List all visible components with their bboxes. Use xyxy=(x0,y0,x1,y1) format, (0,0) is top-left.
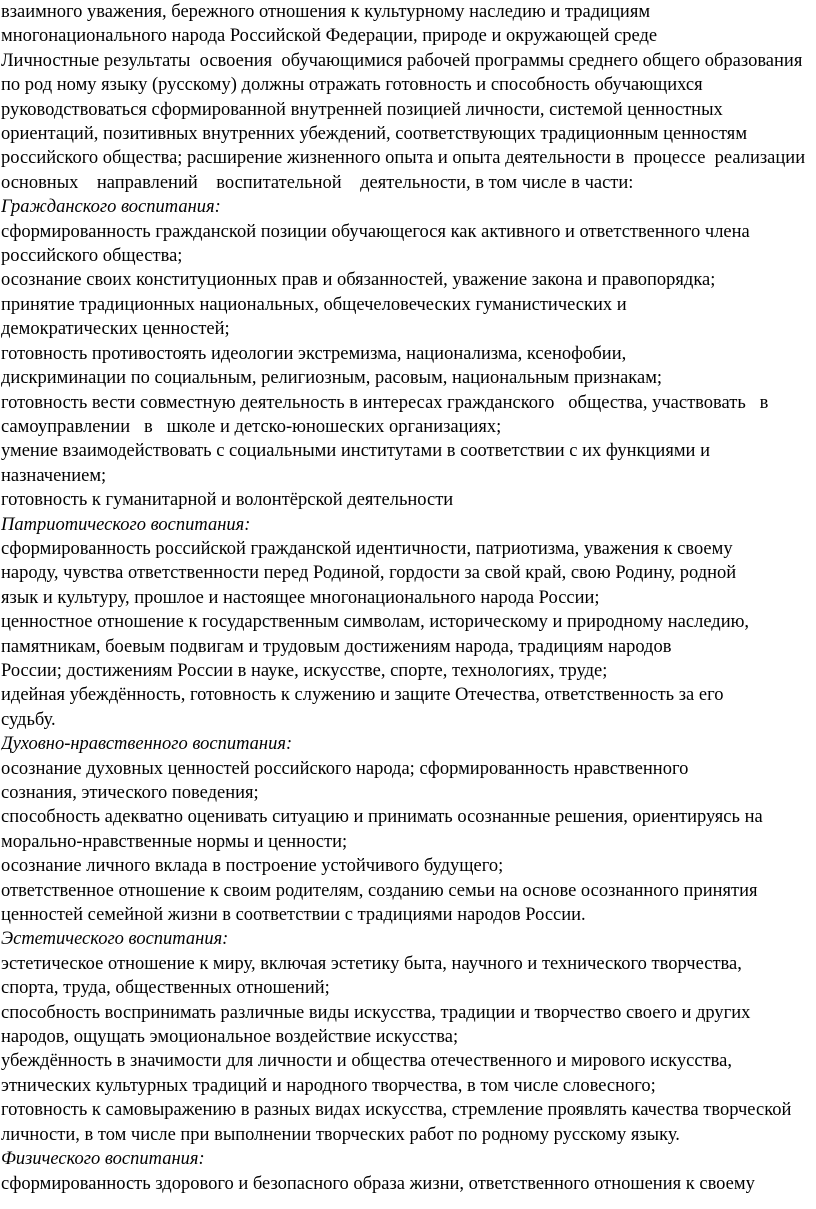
text-line: ценностей семейной жизни в соответствии с традициями народов России. xyxy=(1,905,586,926)
text-line: готовность к гуманитарной и волонтёрской деятельности xyxy=(1,490,454,511)
text-line: ценностное отношение к государственным символам, историческому и природному наследию, xyxy=(1,612,750,633)
text-line: российского общества; расширение жизненного опыта и опыта деятельности в процессе реализации xyxy=(1,148,806,169)
text-line: памятникам, боевым подвигам и трудовым достижениям народа, традициям народов xyxy=(1,636,672,657)
text-line: ориентаций, позитивных внутренних убеждений, соответствующих традиционным ценностям xyxy=(1,124,748,145)
text-line: морально-нравственные нормы и ценности; xyxy=(1,831,348,852)
section-heading-civic: Гражданского воспитания: xyxy=(1,197,221,218)
text-line: эстетическое отношение к миру, включая эстетику быта, научного и технического творчества, xyxy=(1,953,742,974)
text-line: сформированность здорового и безопасного образа жизни, ответственного отношения к своему xyxy=(1,1173,755,1194)
text-line: демократических ценностей; xyxy=(1,319,230,340)
section-heading-spiritual: Духовно-нравственного воспитания: xyxy=(1,734,293,755)
text-line: осознание духовных ценностей российского народа; сформированность нравственного xyxy=(1,758,689,779)
text-line: по род ному языку (русскому) должны отражать готовность и способность обучающихся xyxy=(1,75,703,96)
text-line: принятие традиционных национальных, общечеловеческих гуманистических и xyxy=(1,294,627,315)
text-line: сознания, этического поведения; xyxy=(1,783,259,803)
section-heading-aesthetic: Эстетического воспитания: xyxy=(1,929,229,950)
text-line: руководствоваться сформированной внутренней позицией личности, системой ценностных xyxy=(1,99,723,120)
text-line: российского общества; xyxy=(1,246,183,267)
text-line: сформированность гражданской позиции обучающегося как активного и ответственного члена xyxy=(1,221,750,242)
text-line: народов, ощущать эмоциональное воздействие искусства; xyxy=(1,1027,459,1048)
text-line: назначением; xyxy=(1,465,107,486)
text-line: многонационального народа Российской Федерации, природе и окружающей среде xyxy=(1,26,658,47)
text-line: народу, чувства ответственности перед Родиной, гордости за свой край, свою Родину, родной xyxy=(1,563,737,584)
text-line: способность воспринимать различные виды искусства, традиции и творчество своего и других xyxy=(1,1002,751,1023)
text-line: осознание личного вклада в построение устойчивого будущего; xyxy=(1,856,504,877)
text-line: России; достижениям России в науке, искусстве, спорте, технологиях, труде; xyxy=(1,660,608,681)
text-line: спорта, труда, общественных отношений; xyxy=(1,978,330,999)
text-line: язык и культуру, прошлое и настоящее многонационального народа России; xyxy=(1,587,600,608)
text-line: этнических культурных традиций и народного творчества, в том числе словесного; xyxy=(1,1075,656,1096)
text-line: готовность к самовыражению в разных видах искусства, стремление проявлять качества творческой xyxy=(1,1100,792,1121)
text-line: основных направлений воспитательной деятельности, в том числе в части: xyxy=(1,172,634,193)
text-line: умение взаимодействовать с социальными институтами в соответствии с их функциями и xyxy=(1,441,710,462)
text-line: судьбу. xyxy=(1,709,56,730)
text-line: осознание своих конституционных прав и обязанностей, уважение закона и правопорядка; xyxy=(1,270,716,291)
text-line: Личностные результаты освоения обучающимися рабочей программы среднего общего образования xyxy=(1,50,803,71)
text-line: сформированность российской гражданской идентичности, патриотизма, уважения к своему xyxy=(1,538,733,559)
section-heading-patriotic: Патриотического воспитания: xyxy=(1,514,251,535)
text-line: личности, в том числе при выполнении творческих работ по родному русскому языку. xyxy=(1,1124,680,1145)
text-line: готовность противостоять идеологии экстремизма, национализма, ксенофобии, xyxy=(1,343,627,364)
text-line: ответственное отношение к своим родителям, созданию семьи на основе осознанного принятия xyxy=(1,880,758,901)
text-line: убеждённость в значимости для личности и общества отечественного и мирового искусства, xyxy=(1,1051,732,1072)
section-heading-physical: Физического воспитания: xyxy=(1,1149,205,1170)
text-line: дискриминации по социальным, религиозным, расовым, национальным признакам; xyxy=(1,368,663,389)
text-line: готовность вести совместную деятельность в интересах гражданского общества, участвовать в xyxy=(1,392,769,413)
text-line: самоуправлении в школе и детско-юношеских организациях; xyxy=(1,416,502,437)
text-line: способность адекватно оценивать ситуацию и принимать осознанные решения, ориентируясь на xyxy=(1,807,763,828)
text-line: взаимного уважения, бережного отношения к культурному наследию и традициям xyxy=(1,2,651,22)
text-line: идейная убеждённость, готовность к служению и защите Отечества, ответственность за его xyxy=(1,685,724,706)
